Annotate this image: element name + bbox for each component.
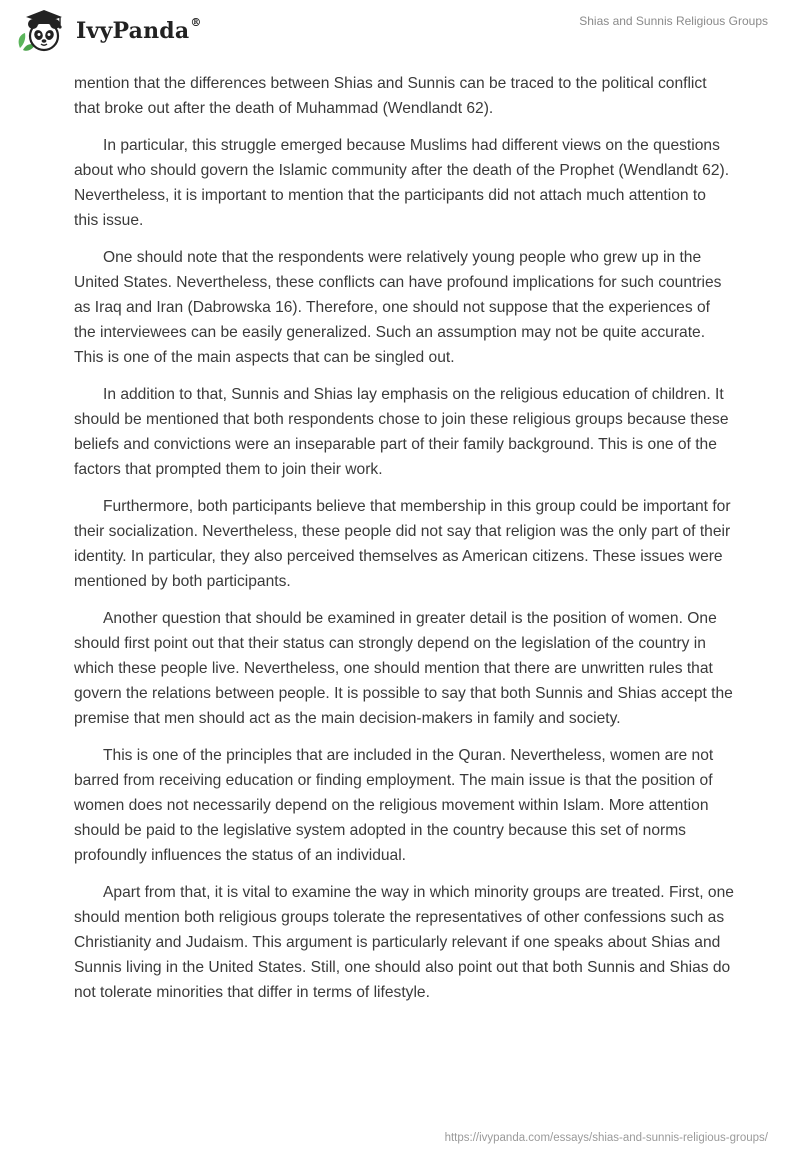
paragraph: Another question that should be examined in greater detail is the position of women. One should first point out that their status can strongly depend on the legislation of the country in which these people live. Nevertheless, one should mention that there are unwritten rules that govern the relations between people. It is possible to say that both Sunnis and Shias accept the premise that men should act as the main decision-makers in family and society.: [74, 610, 733, 727]
paragraph: Apart from that, it is vital to examine the way in which minority groups are treated. First, one should mention both religious groups tolerate the representatives of other confessions such as Christianity and Judaism. This argument is particularly relevant if one speaks about Shias and Sunnis living in the United States. Still, one should also point out that both Sunnis and Shias do not tolerate minorities that differ in terms of lifestyle.: [74, 884, 734, 1001]
brand-name: IvyPanda®: [76, 16, 202, 44]
paragraph: In addition to that, Sunnis and Shias lay emphasis on the religious education of children. It should be mentioned that both respondents chose to join these religious groups because these beliefs and convictions were an inseparable part of their family background. This is one of the factors that prompted them to join their work.: [74, 386, 729, 478]
paragraph: Furthermore, both participants believe that membership in this group could be important for their socialization. Nevertheless, these people did not say that religion was the only part of their identity. In particular, they also perceived themselves as American citizens. These issues were mentioned by both participants.: [74, 498, 731, 590]
registered-mark: ®: [190, 16, 202, 29]
source-url[interactable]: https://ivypanda.com/essays/shias-and-sunnis-religious-groups/: [444, 1132, 768, 1144]
document-title: Shias and Sunnis Religious Groups: [579, 14, 768, 28]
paragraph: This is one of the principles that are included in the Quran. Nevertheless, women are not barred from receiving education or finding employment. The main issue is that the position of women does not necessarily depend on the religious movement within Islam. More attention should be paid to the legislative system adopted in the country because this set of norms profoundly influences the status of an individual.: [74, 747, 714, 864]
paragraph: In particular, this struggle emerged because Muslims had different views on the questions about who should govern the Islamic community after the death of the Prophet (Wendlandt 62). Nevertheless, it is important to mention that the participants did not attach much attention to this issue.: [74, 137, 730, 229]
paragraph: One should note that the respondents were relatively young people who grew up in the United States. Nevertheless, these conflicts can have profound implications for such countries as Iraq and Iran (Dabrowska 16). Therefore, one should not suppose that the experiences of the interviewees can be easily generalized. Such an assumption may not be quite accurate. This is one of the main aspects that can be singled out.: [74, 249, 722, 366]
essay-body: [74, 71, 734, 1017]
panda-graduation-cap-icon: [14, 8, 72, 54]
paragraph: mention that the differences between Shias and Sunnis can be traced to the political conflict that broke out after the death of Muhammad (Wendlandt 62).: [74, 75, 707, 117]
ivypanda-logo[interactable]: [14, 8, 202, 54]
page-header: [0, 0, 800, 70]
